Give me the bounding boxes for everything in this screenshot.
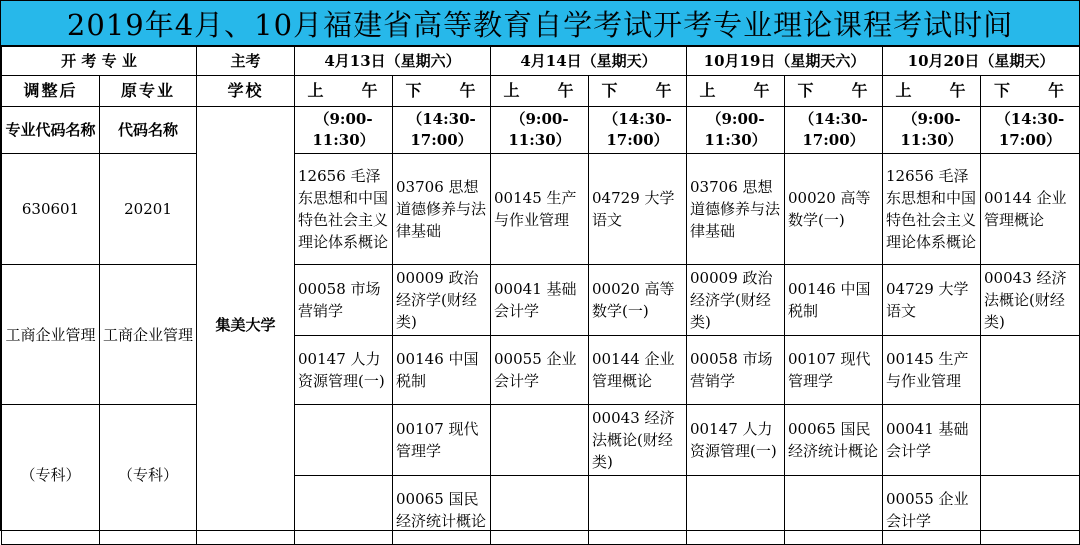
- table-row: [2, 265, 1080, 336]
- course-cell: [589, 476, 687, 545]
- session-am: 上 午: [295, 76, 393, 107]
- course-cell: 00041 基础会计学: [883, 405, 981, 476]
- header-adjusted: 调整后: [2, 76, 100, 107]
- course-cell: 00107 现代管理学: [393, 405, 491, 476]
- header-date-3: 10月20日（星期天）: [883, 47, 1080, 76]
- course-cell: [295, 476, 393, 545]
- major-original-code: 20201: [100, 154, 197, 265]
- header-original: 原专业: [100, 76, 197, 107]
- schedule-table: [1, 46, 1080, 545]
- session-pm: 下 午: [785, 76, 883, 107]
- header-row-time: [2, 107, 1080, 154]
- time-am: （9:00-11:30）: [491, 107, 589, 154]
- header-date-0: 4月13日（星期六）: [295, 47, 491, 76]
- time-am: （9:00-11:30）: [687, 107, 785, 154]
- header-kaikao: 开 考 专 业: [2, 47, 197, 76]
- course-cell: 03706 思想道德修养与法律基础: [687, 154, 785, 265]
- course-cell: 00043 经济法概论(财经类): [589, 405, 687, 476]
- course-cell: 00043 经济法概论(财经类): [981, 265, 1080, 336]
- session-am: 上 午: [687, 76, 785, 107]
- time-am: （9:00-11:30）: [883, 107, 981, 154]
- time-pm: （14:30-17:00）: [393, 107, 491, 154]
- course-cell: 00055 企业会计学: [883, 476, 981, 545]
- course-cell: [981, 336, 1080, 405]
- header-code-name-adjusted: 专业代码名称: [2, 107, 100, 154]
- session-am: 上 午: [883, 76, 981, 107]
- course-cell: 00147 人力资源管理(一): [295, 336, 393, 405]
- course-cell: 00147 人力资源管理(一): [687, 405, 785, 476]
- major-original-level: （专科）: [100, 405, 197, 545]
- course-cell: 00145 生产与作业管理: [491, 154, 589, 265]
- course-cell: 00020 高等数学(一): [785, 154, 883, 265]
- course-cell: 00055 企业会计学: [491, 336, 589, 405]
- course-cell: 00020 高等数学(一): [589, 265, 687, 336]
- header-row-session: [2, 76, 1080, 107]
- course-cell: 00146 中国税制: [785, 265, 883, 336]
- course-cell: 00146 中国税制: [393, 336, 491, 405]
- course-cell: 12656 毛泽东思想和中国特色社会主义理论体系概论: [295, 154, 393, 265]
- header-school: 学校: [197, 76, 295, 107]
- time-pm: （14:30-17:00）: [589, 107, 687, 154]
- course-cell: 12656 毛泽东思想和中国特色社会主义理论体系概论: [883, 154, 981, 265]
- table-row: [2, 405, 1080, 476]
- course-cell: 00144 企业管理概论: [981, 154, 1080, 265]
- course-cell: [687, 476, 785, 545]
- major-adjusted-code: 630601: [2, 154, 100, 265]
- header-date-2: 10月19日（星期天六）: [687, 47, 883, 76]
- major-original-name: 工商企业管理: [100, 265, 197, 405]
- course-cell: [981, 405, 1080, 476]
- course-cell: 00058 市场营销学: [687, 336, 785, 405]
- course-cell: [491, 405, 589, 476]
- course-cell: 03706 思想道德修养与法律基础: [393, 154, 491, 265]
- course-cell: 04729 大学语文: [883, 265, 981, 336]
- time-am: （9:00-11:30）: [295, 107, 393, 154]
- course-cell: [295, 405, 393, 476]
- course-cell: [785, 476, 883, 545]
- course-cell: 00144 企业管理概论: [589, 336, 687, 405]
- course-cell: 00058 市场营销学: [295, 265, 393, 336]
- header-zhukao: 主考: [197, 47, 295, 76]
- course-cell: 04729 大学语文: [589, 154, 687, 265]
- course-cell: 00065 国民经济统计概论: [785, 405, 883, 476]
- session-am: 上 午: [491, 76, 589, 107]
- course-cell: 00107 现代管理学: [785, 336, 883, 405]
- course-cell: 00009 政治经济学(财经类): [393, 265, 491, 336]
- course-cell: 00009 政治经济学(财经类): [687, 265, 785, 336]
- header-row-dates: [2, 47, 1080, 76]
- session-pm: 下 午: [981, 76, 1080, 107]
- course-cell: 00041 基础会计学: [491, 265, 589, 336]
- school-name: 集美大学: [197, 107, 295, 545]
- course-cell: 00065 国民经济统计概论: [393, 476, 491, 545]
- session-pm: 下 午: [393, 76, 491, 107]
- time-pm: （14:30-17:00）: [981, 107, 1080, 154]
- course-cell: [981, 476, 1080, 545]
- course-cell: 00145 生产与作业管理: [883, 336, 981, 405]
- table-row: [2, 154, 1080, 265]
- major-adjusted-name: 工商企业管理: [2, 265, 100, 405]
- header-code-name-original: 代码名称: [100, 107, 197, 154]
- course-cell: [491, 476, 589, 545]
- time-pm: （14:30-17:00）: [785, 107, 883, 154]
- header-date-1: 4月14日（星期天）: [491, 47, 687, 76]
- major-adjusted-level: （专科）: [2, 405, 100, 545]
- page-title: 2019年4月、10月福建省高等教育自学考试开考专业理论课程考试时间: [1, 1, 1079, 46]
- session-pm: 下 午: [589, 76, 687, 107]
